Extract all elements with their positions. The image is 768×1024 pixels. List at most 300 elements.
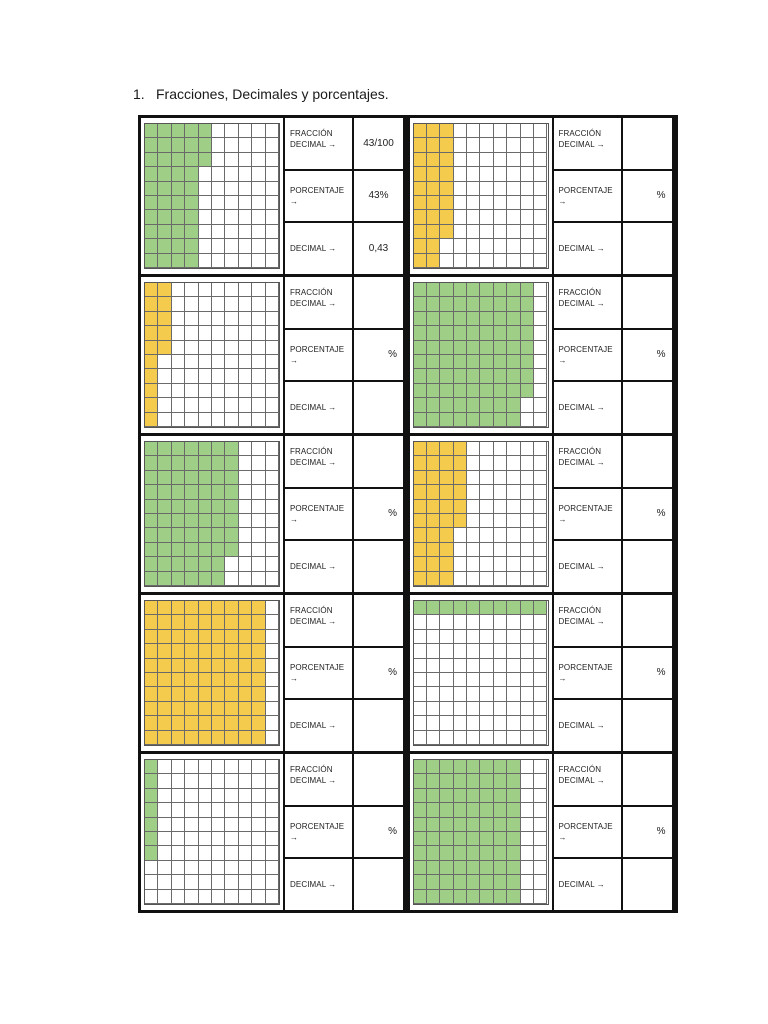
fraction-label [554,436,621,487]
decimal-label-text: DECIMAL → [290,721,337,731]
grid-square [467,196,480,210]
grid-square [414,369,427,383]
decimal-answer-box[interactable]: 0,43 [354,223,403,274]
grid-square [494,138,507,152]
grid-square [185,818,198,832]
grid-square [507,702,520,716]
grid-square [252,442,265,456]
grid-square [145,138,158,152]
decimal-answer-box[interactable] [623,382,672,433]
grid-square [480,890,493,904]
grid-square [467,341,480,355]
grid-square [454,297,467,311]
grid-square [252,182,265,196]
fraction-answer-box[interactable] [623,436,672,487]
decimal-answer-box[interactable] [623,223,672,274]
grid-square [494,687,507,701]
grid-square [414,601,427,615]
grid-square [252,384,265,398]
grid-square [414,341,427,355]
grid-square [199,153,212,167]
grid-square [145,471,158,485]
grid-square [239,283,252,297]
grid-square [454,789,467,803]
grid-square [467,138,480,152]
grid-square [172,557,185,571]
grid-square [145,326,158,340]
grid-square [158,355,171,369]
grid-square [225,846,238,860]
grid-square [467,384,480,398]
grid-square [266,818,279,832]
hundred-grid-cell [410,754,552,910]
grid-square [266,644,279,658]
grid-square [534,846,547,860]
grid-square [266,196,279,210]
grid-square [534,369,547,383]
grid-square [252,543,265,557]
fraction-answer-box[interactable] [354,277,403,328]
answer-rows [285,754,403,910]
fraction-answer-box[interactable] [354,754,403,805]
grid-square [494,528,507,542]
percent-answer-box[interactable]: % [623,648,672,699]
hundred-grid [144,441,280,587]
grid-square [239,341,252,355]
grid-square [185,485,198,499]
grid-square [467,398,480,412]
grid-square [225,239,238,253]
grid-square [454,369,467,383]
decimal-row [554,859,672,910]
grid-square [414,239,427,253]
grid-square [534,731,547,745]
grid-square [172,355,185,369]
grid-square [534,716,547,730]
grid-square [266,673,279,687]
decimal-answer-box[interactable] [623,700,672,751]
grid-square [521,803,534,817]
grid-square [266,124,279,138]
grid-square [225,167,238,181]
grid-square [266,731,279,745]
grid-square [454,138,467,152]
grid-square [467,832,480,846]
fraction-answer-box[interactable] [354,436,403,487]
grid-square [467,601,480,615]
percent-label [285,489,352,540]
grid-square [239,210,252,224]
fraction-answer-box[interactable] [623,118,672,169]
grid-square [172,297,185,311]
grid-square [225,456,238,470]
grid-square [212,673,225,687]
percent-row [554,171,672,222]
grid-square [239,818,252,832]
grid-square [480,673,493,687]
grid-square [239,138,252,152]
decimal-label-text: DECIMAL → [290,403,337,413]
grid-square [225,297,238,311]
grid-square [494,196,507,210]
grid-square [145,442,158,456]
grid-square [467,442,480,456]
grid-square [199,384,212,398]
grid-square [239,615,252,629]
grid-square [252,890,265,904]
grid-square [414,687,427,701]
percent-answer-box[interactable]: % [354,330,403,381]
decimal-answer-box[interactable] [354,541,403,592]
grid-square [427,384,440,398]
grid-square [521,774,534,788]
fraction-answer-box[interactable] [623,277,672,328]
grid-square [454,774,467,788]
grid-square [494,803,507,817]
grid-square [199,514,212,528]
grid-square [454,326,467,340]
percent-label-text: PORCENTAJE → [558,662,613,683]
grid-square [440,803,453,817]
grid-square [521,225,534,239]
grid-square [239,890,252,904]
grid-square [454,124,467,138]
grid-square [454,196,467,210]
grid-square [534,687,547,701]
decimal-answer-box[interactable] [354,700,403,751]
grid-square [212,369,225,383]
grid-square [145,673,158,687]
grid-square [172,239,185,253]
grid-square [521,659,534,673]
grid-square [252,153,265,167]
grid-square [427,254,440,268]
percent-label [285,648,352,699]
decimal-label-text: DECIMAL → [558,562,605,572]
grid-square [172,702,185,716]
grid-square [212,398,225,412]
grid-square [494,326,507,340]
fraction-label [554,754,621,805]
grid-square [494,254,507,268]
grid-square [521,543,534,557]
grid-square [480,601,493,615]
grid-square [494,774,507,788]
exercise-panel [141,436,407,592]
grid-square [521,398,534,412]
grid-square [266,630,279,644]
grid-square [534,442,547,456]
grid-square [534,861,547,875]
grid-square [454,875,467,889]
grid-square [199,687,212,701]
grid-square [266,500,279,514]
grid-square [185,153,198,167]
grid-square [521,326,534,340]
grid-square [158,528,171,542]
grid-square [158,413,171,427]
grid-square [494,861,507,875]
grid-square [534,341,547,355]
grid-square [145,557,158,571]
grid-square [414,138,427,152]
grid-square [252,485,265,499]
grid-square [225,673,238,687]
grid-square [252,789,265,803]
grid-square [440,456,453,470]
exercise-panel [141,595,407,751]
grid-square [440,326,453,340]
grid-square [185,644,198,658]
grid-square [158,832,171,846]
grid-square [266,239,279,253]
grid-square [252,239,265,253]
grid-square [212,456,225,470]
grid-square [199,875,212,889]
fraction-label [285,118,352,169]
decimal-answer-box[interactable] [354,382,403,433]
grid-square [172,210,185,224]
grid-square [266,369,279,383]
hundred-grid-cell [410,436,552,592]
grid-square [521,818,534,832]
percent-answer-box[interactable]: % [623,807,672,858]
grid-square [467,789,480,803]
grid-square [427,485,440,499]
grid-square [239,182,252,196]
grid-square [239,500,252,514]
grid-square [212,702,225,716]
grid-square [414,543,427,557]
decimal-answer-box[interactable] [354,859,403,910]
grid-square [252,167,265,181]
grid-square [212,196,225,210]
grid-square [158,210,171,224]
grid-square [521,528,534,542]
grid-square [454,442,467,456]
grid-square [414,803,427,817]
grid-square [212,210,225,224]
grid-square [252,500,265,514]
grid-square [454,615,467,629]
grid-square [414,312,427,326]
fraction-row [554,436,672,487]
grid-square [414,442,427,456]
grid-square [521,687,534,701]
grid-square [225,514,238,528]
grid-square [427,832,440,846]
grid-square [252,124,265,138]
grid-square [212,731,225,745]
grid-square [199,572,212,586]
grid-square [145,774,158,788]
fraction-answer-box[interactable] [623,595,672,646]
grid-square [534,196,547,210]
grid-square [480,818,493,832]
grid-square [454,702,467,716]
grid-square [480,803,493,817]
percent-label [554,330,621,381]
grid-square [454,601,467,615]
grid-square [145,630,158,644]
grid-square [199,485,212,499]
percent-answer-box[interactable]: % [354,648,403,699]
decimal-answer-box[interactable] [623,541,672,592]
grid-square [199,196,212,210]
grid-square [266,471,279,485]
grid-square [467,803,480,817]
grid-square [266,442,279,456]
grid-square [199,774,212,788]
grid-square [145,659,158,673]
grid-square [266,384,279,398]
grid-square [427,774,440,788]
fraction-row [285,118,403,169]
percent-answer-box[interactable]: % [354,489,403,540]
grid-square [158,846,171,860]
grid-square [158,398,171,412]
grid-square [199,355,212,369]
grid-square [467,297,480,311]
grid-square [414,615,427,629]
grid-square [212,442,225,456]
decimal-label-text: DECIMAL → [558,403,605,413]
grid-square [467,124,480,138]
grid-square [172,687,185,701]
grid-square [158,543,171,557]
grid-square [521,673,534,687]
grid-square [158,297,171,311]
fraction-row [285,595,403,646]
grid-square [521,890,534,904]
grid-square [480,615,493,629]
grid-square [158,601,171,615]
grid-square [266,789,279,803]
grid-square [145,818,158,832]
grid-square [199,818,212,832]
grid-square [507,543,520,557]
grid-square [239,846,252,860]
grid-square [199,312,212,326]
grid-square [494,297,507,311]
percent-label-text: PORCENTAJE → [558,344,613,365]
grid-square [480,760,493,774]
grid-square [494,182,507,196]
grid-square [145,167,158,181]
grid-square [480,716,493,730]
grid-square [172,659,185,673]
grid-square [158,557,171,571]
grid-square [172,832,185,846]
grid-square [239,355,252,369]
grid-square [440,124,453,138]
grid-square [467,774,480,788]
grid-square [158,875,171,889]
grid-square [145,601,158,615]
grid-square [507,514,520,528]
grid-square [225,196,238,210]
grid-square [507,471,520,485]
grid-square [507,832,520,846]
percent-answer-box[interactable]: % [623,330,672,381]
fraction-answer-box[interactable] [623,754,672,805]
grid-square [414,789,427,803]
decimal-label-text: DECIMAL → [290,562,337,572]
grid-square [158,138,171,152]
grid-square [145,861,158,875]
percent-answer-box[interactable]: % [623,489,672,540]
grid-square [212,528,225,542]
grid-square [414,254,427,268]
percent-label-text: PORCENTAJE → [558,185,613,206]
fraction-answer-box[interactable] [354,595,403,646]
grid-square [494,818,507,832]
grid-square [199,239,212,253]
percent-answer-box[interactable]: 43% [354,171,403,222]
fraction-row [554,277,672,328]
grid-square [534,456,547,470]
decimal-label [285,541,352,592]
grid-square [467,644,480,658]
grid-square [239,601,252,615]
grid-square [145,413,158,427]
grid-square [534,500,547,514]
grid-square [521,572,534,586]
grid-square [534,789,547,803]
grid-square [185,673,198,687]
grid-square [440,644,453,658]
decimal-answer-box[interactable] [623,859,672,910]
grid-square [534,124,547,138]
grid-square [454,543,467,557]
grid-square [145,485,158,499]
grid-square [534,760,547,774]
fraction-label-text: DECIMAL → [558,776,605,785]
grid-square [239,384,252,398]
grid-square [494,225,507,239]
grid-square [414,774,427,788]
fraction-label-text: FRACCIÓN [290,765,333,774]
grid-square [185,456,198,470]
hundred-grid [413,441,549,587]
grid-square [414,875,427,889]
grid-square [440,153,453,167]
fraction-label [285,595,352,646]
grid-square [480,312,493,326]
grid-square [212,890,225,904]
grid-square [454,644,467,658]
fraction-answer-box[interactable]: 43/100 [354,118,403,169]
hundred-grid-cell [410,595,552,751]
grid-square [507,124,520,138]
grid-square [252,225,265,239]
answer-rows [285,277,403,433]
grid-square [212,355,225,369]
grid-square [239,239,252,253]
grid-square [172,398,185,412]
grid-square [414,297,427,311]
percent-answer-box[interactable]: % [623,171,672,222]
grid-square [252,630,265,644]
grid-square [467,471,480,485]
grid-square [480,875,493,889]
grid-square [507,254,520,268]
grid-square [454,384,467,398]
grid-square [494,471,507,485]
percent-answer-box[interactable]: % [354,807,403,858]
grid-square [212,297,225,311]
decimal-label [554,700,621,751]
